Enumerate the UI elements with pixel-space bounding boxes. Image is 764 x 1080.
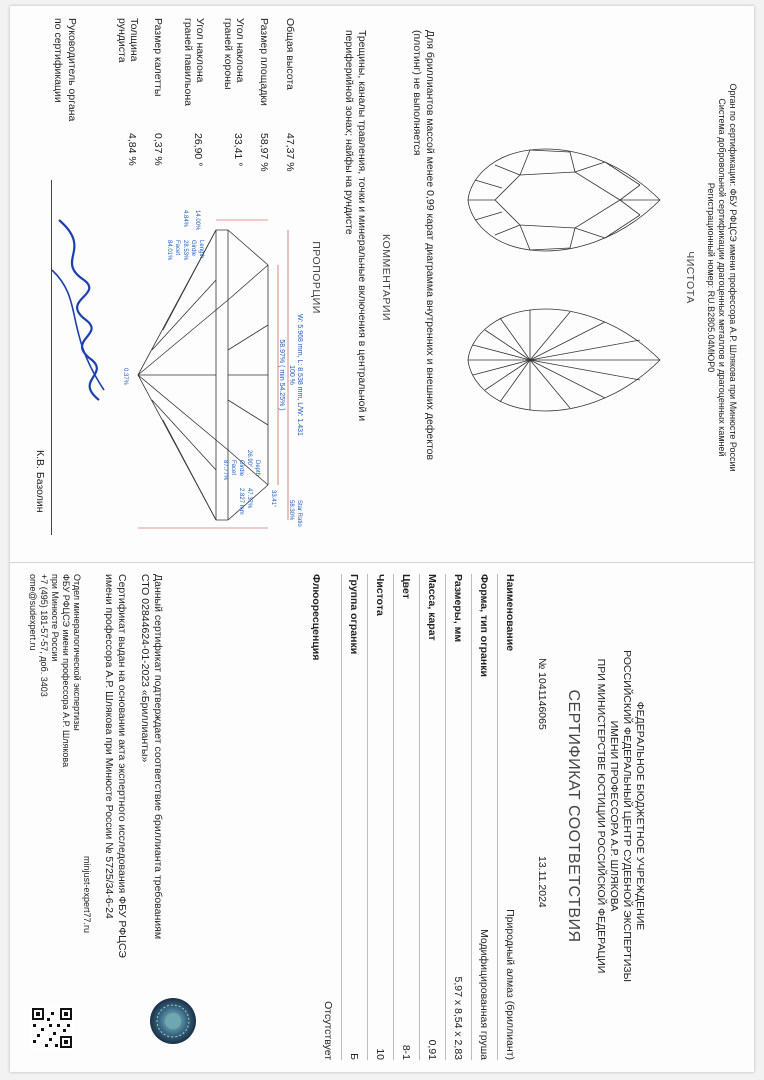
basis-line-2: имени профессора А.Р. Шлякова при Минюсте России № 5725/34-6-24 [103, 574, 115, 919]
row-label-color: Цвет [400, 574, 412, 599]
proportions-title: ПРОПОРЦИИ [310, 241, 322, 314]
proportion-label-culet: Размер калетты [152, 18, 164, 97]
dept-line-3: при Минюсте России [50, 574, 60, 662]
hologram-seal [148, 996, 198, 1046]
page-fold-line [10, 562, 754, 563]
diagram-length-label: Length [198, 240, 204, 259]
row-value-cut-group: Б [348, 1053, 360, 1060]
authority-line-2: Система добровольной сертификации драгоценных металлов и драгоценных камней [717, 98, 727, 457]
proportion-label-table: Размер площадки [258, 18, 270, 106]
row-value-shape: Модифицированная груша [478, 929, 490, 1060]
pear-pavilion-view [468, 309, 660, 411]
row-label-fluorescence: Флюоресценция [310, 574, 322, 661]
certificate-number: № 1041146065 [536, 658, 548, 730]
diagram-depth-pct: 47.37% [246, 488, 252, 509]
website[interactable]: minjust-expert77.ru [82, 856, 92, 934]
proportions-table [96, 18, 296, 198]
row-value-clarity: 10 [374, 1048, 386, 1060]
certificate-title: СЕРТИФИКАТ СООТВЕТСТВИЯ [565, 689, 582, 943]
row-value-color: 8-1 [400, 1044, 412, 1060]
proportion-label-girdle: Толщина рундиста [116, 18, 140, 63]
diagram-star-label: Star Ratio [296, 500, 302, 527]
clarity-title: ЧИСТОТА [684, 251, 696, 304]
proportion-label-pavilion-angle: Угол наклона граней павильона [182, 18, 206, 106]
dept-email[interactable]: ome@sudexpert.ru [28, 574, 38, 651]
signatory-role-1: Руководитель органа [66, 18, 78, 122]
diagram-dimensions: W: 5.968 mm, L: 8.538 mm, L/W: 1.431 [296, 314, 303, 436]
plotting-note-line-1: Для бриллиантов массой менее 0,99 карат диаграмма внутренних и внешних дефектов [424, 30, 436, 461]
plotting-note-line-2: (плотинг) не выполняется [411, 30, 423, 156]
comments-text [342, 30, 368, 540]
statement-line-1: Данный сертификат подтверждает соответствие бриллианта требованиям [152, 574, 164, 940]
basis-line-1: Сертификат выдан на основании акта экспертного исследования ФБУ РФЦСЭ [116, 574, 128, 958]
diagram-star-ratio: 58.30% [288, 500, 294, 521]
proportion-value-crown-angle: 33,41 ° [232, 133, 244, 167]
org-line-3: ИМЕНИ ПРОФЕССОРА А.Р. ШЛЯКОВА [608, 720, 620, 912]
diagram-depth-label: Depth [254, 460, 260, 477]
dept-phone[interactable]: +7 (495) 181-57-57, доб. 3403 [39, 574, 49, 697]
proportion-diagram [118, 210, 308, 540]
proportion-value-pavilion-angle: 26,90 ° [192, 133, 204, 167]
row-value-carat: 0,91 [426, 1039, 438, 1060]
diagram-lower-facet-label: Facet [174, 240, 180, 256]
proportion-value-culet: 0,37 % [152, 133, 164, 166]
diagram-culet-pct: 0.37% [122, 368, 128, 386]
attributes-table [298, 574, 528, 1060]
org-line-4: ПРИ МИНИСТЕРСТВЕ ЮСТИЦИИ РОССИЙСКОЙ ФЕДЕРАЦИИ [595, 658, 607, 974]
plotting-note [410, 30, 436, 540]
diagram-lower-girdle-label: Girdle [190, 240, 196, 257]
row-label-shape: Форма, тип огранки [478, 574, 490, 677]
row-value-dimensions: 5,97 x 8,54 x 2,83 [452, 976, 464, 1060]
org-line-2: РОССИЙСКИЙ ФЕДЕРАЛЬНЫЙ ЦЕНТР СУДЕБНОЙ ЭКСПЕРТИЗЫ [621, 650, 633, 982]
proportion-value-table: 58,97 % [258, 133, 270, 172]
details-page [24, 10, 754, 545]
row-label-carat: Масса, карат [426, 574, 438, 641]
authority-line-1: Орган по сертификации: ФБУ РФЦСЭ имени профессора А.Р. Шлякова при Минюсте России [728, 83, 738, 472]
signatory-role-2: по сертификации [52, 18, 64, 103]
row-value-fluorescence: Отсутствует [322, 1001, 334, 1060]
dept-line-2: ФБУ РФЦСЭ имени профессора А.Р. Шлякова [61, 574, 71, 768]
row-label-clarity: Чистота [374, 574, 386, 616]
dept-line-1: Отдел минералогической экспертизы [72, 574, 82, 731]
pear-crown-view [468, 149, 660, 251]
diagram-crown-angle: 33.41° [270, 490, 276, 508]
row-label-cut-group: Группа огранки [348, 574, 360, 655]
proportion-value-height: 47,37 % [284, 133, 296, 172]
proportion-value-girdle: 4,84 % [126, 133, 138, 166]
row-value-name: Природный алмаз (бриллиант) [504, 909, 516, 1060]
row-label-name: Наименование [504, 574, 516, 652]
org-line-1: ФЕДЕРАЛЬНОЕ БЮДЖЕТНОЕ УЧРЕЖДЕНИЕ [634, 701, 646, 931]
diagram-girdle-thickness: 4.84% [182, 210, 188, 228]
proportion-label-crown-angle: Угол наклона граней короны [222, 18, 246, 90]
diagram-width-100: 100 % [288, 365, 295, 385]
statement-line-2: СТО 02844624-01-2023 «Бриллианты» [139, 574, 151, 763]
diagram-table-pct: 58.97% ( min 54.25% ) [278, 339, 285, 411]
diagram-pavilion-angle: 26.90° [246, 450, 252, 468]
diagram-lower-girdle-pct: 28.53% [182, 240, 188, 261]
diagram-facet-pct: 87.77% [222, 460, 228, 481]
diagram-crown-height: 14.00% [194, 210, 200, 231]
comments-line-2: периферийной зонах; найфы на рундисте [343, 30, 355, 235]
diagram-facet-label: Facet [230, 460, 236, 476]
qr-code[interactable] [30, 1006, 74, 1050]
comments-line-1: Трещины, каналы травления, точки и минеральные включения в центральной и [356, 30, 368, 422]
certificate-page [24, 566, 754, 1066]
handwritten-signature [44, 210, 114, 410]
diagram-lower-facet-pct: 84.01% [166, 240, 172, 261]
comments-title: КОММЕНТАРИИ [380, 234, 392, 321]
authority-line-3: Регистрационный номер: RU.B2805.04МЮР0 [706, 182, 716, 373]
diagram-girdle-label: Girdle [238, 460, 244, 477]
row-label-dimensions: Размеры, мм [452, 574, 464, 643]
proportion-label-height: Общая высота [284, 18, 296, 90]
clarity-pear-diagrams [450, 140, 680, 430]
signatory-name: К.В. Базолин [34, 450, 46, 513]
certificate-date: 13.11.2024 [536, 856, 548, 908]
diagram-depth-mm: 2.827 mm [238, 488, 244, 515]
